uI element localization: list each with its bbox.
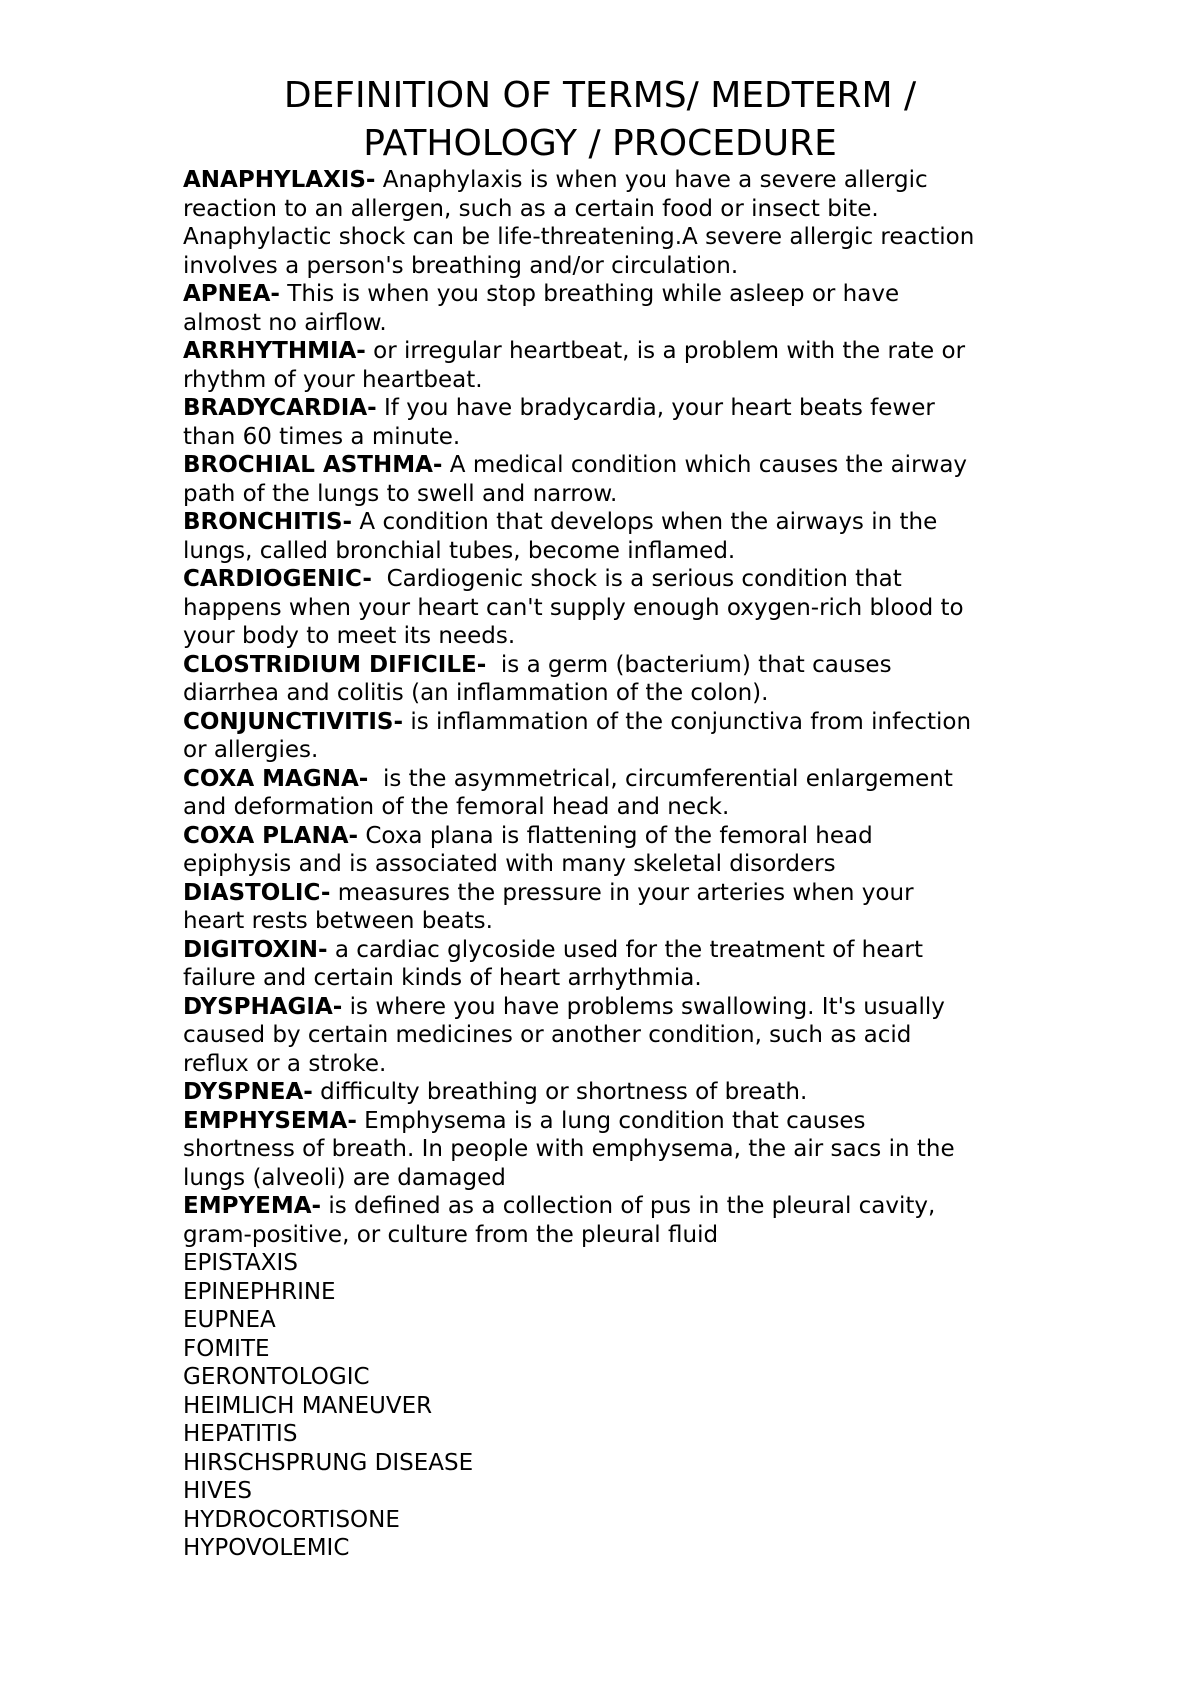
definition-line: [183, 1192, 1043, 1221]
definition-entry: [183, 166, 1043, 280]
term-label: BRADYCARDIA-: [183, 395, 377, 421]
definition-entry: [183, 651, 1043, 708]
definition-entry: [183, 394, 1043, 451]
term-item: HYDROCORTISONE: [183, 1506, 400, 1533]
term-label: DIGITOXIN-: [183, 936, 328, 963]
undefined-terms: [183, 1249, 1043, 1563]
definition-line: [183, 822, 1043, 851]
definition-text: is where you have problems swallowing. It's usually: [342, 993, 945, 1020]
definition-text: almost no airflow.: [183, 309, 387, 336]
term-item: HEIMLICH MANEUVER: [183, 1392, 433, 1419]
definition-text: Coxa plana is flattening of the femoral head: [358, 822, 873, 849]
definition-line: [183, 594, 1043, 623]
definition-text: is a germ (bacterium) that causes: [486, 651, 892, 678]
definition-line: [183, 309, 1043, 338]
definition-line: [183, 1107, 1043, 1136]
term-item: HIRSCHSPRUNG DISEASE: [183, 1449, 474, 1476]
definition-text: than 60 times a minute.: [183, 423, 461, 450]
definition-line: [183, 879, 1043, 908]
term-label: BROCHIAL ASTHMA-: [183, 452, 443, 478]
term-item: GERONTOLOGIC: [183, 1364, 370, 1390]
definition-entry: [183, 1078, 1043, 1107]
definition-entry: [183, 765, 1043, 822]
term-label: CARDIOGENIC-: [183, 566, 372, 592]
definition-text: a cardiac glycoside used for the treatment of heart: [327, 936, 923, 963]
definition-entry: [183, 1107, 1043, 1193]
term-label: CLOSTRIDIUM DIFICILE-: [183, 651, 487, 678]
term-item: EPISTAXIS: [183, 1250, 298, 1276]
definition-line: [183, 423, 1043, 452]
term-item: HEPATITIS: [183, 1421, 298, 1447]
definition-text: measures the pressure in your arteries when your: [330, 879, 914, 906]
definition-entry: [183, 451, 1043, 508]
definition-line: [183, 1078, 1043, 1107]
term-item: EUPNEA: [183, 1307, 276, 1333]
definition-entry: [183, 879, 1043, 936]
term-label: ANAPHYLAXIS-: [183, 167, 376, 193]
definition-text: heart rests between beats.: [183, 908, 493, 934]
title-line-1: DEFINITION OF TERMS/ MEDTERM /: [283, 75, 917, 116]
definition-line: [183, 1135, 1043, 1164]
term-label: APNEA-: [183, 281, 280, 307]
definition-entry: [183, 280, 1043, 337]
definition-line: [183, 252, 1043, 281]
definition-line: [183, 907, 1043, 936]
title-line-2: PATHOLOGY / PROCEDURE: [363, 123, 837, 164]
definition-entry: [183, 708, 1043, 765]
definition-text: your body to meet its needs.: [183, 623, 516, 649]
definition-text: failure and certain kinds of heart arrhythmia.: [183, 965, 702, 991]
definition-text: is defined as a collection of pus in the pleural cavity,: [321, 1193, 936, 1219]
definition-line: [183, 679, 1043, 708]
term-label: DYSPNEA-: [183, 1079, 313, 1105]
definition-text: Anaphylaxis is when you have a severe allergic: [375, 167, 928, 193]
definition-text: happens when your heart can't supply enough oxygen-rich blood to: [183, 594, 964, 621]
definition-line: [183, 366, 1043, 395]
definition-text: epiphysis and is associated with many skeletal disorders: [183, 851, 836, 877]
definition-line: [183, 993, 1043, 1022]
term-label: BRONCHITIS-: [183, 509, 353, 535]
definition-text: is inflammation of the conjunctiva from infection: [403, 708, 972, 735]
definition-line: [183, 1164, 1043, 1193]
definition-text: A condition that develops when the airways in the: [352, 509, 938, 535]
term-label: DIASTOLIC-: [183, 879, 331, 906]
definition-line: [183, 1050, 1043, 1079]
definition-text: lungs, called bronchial tubes, become inflamed.: [183, 537, 736, 564]
term-label: DYSPHAGIA-: [183, 993, 343, 1020]
term-label: ARRHYTHMIA-: [183, 338, 366, 364]
definition-entry: [183, 993, 1043, 1079]
definition-line: [183, 708, 1043, 737]
term-item: FOMITE: [183, 1335, 270, 1362]
definition-line: [183, 850, 1043, 879]
definition-text: diarrhea and colitis (an inflammation of the colon).: [183, 680, 769, 706]
definition-line: [183, 1021, 1043, 1050]
term-item: EPINEPHRINE: [183, 1278, 336, 1305]
term-label: EMPHYSEMA-: [183, 1107, 357, 1134]
definition-line: [183, 166, 1043, 195]
definition-line: [183, 223, 1043, 252]
definition-line: [183, 736, 1043, 765]
definition-entry: [183, 1192, 1043, 1249]
definition-text: is the asymmetrical, circumferential enlargement: [368, 765, 953, 792]
definition-line: [183, 622, 1043, 651]
definition-entry: [183, 337, 1043, 394]
definition-line: [183, 451, 1043, 480]
definition-text: difficulty breathing or shortness of breath.: [312, 1079, 808, 1105]
definition-text: reflux or a stroke.: [183, 1050, 387, 1077]
definition-line: [183, 280, 1043, 309]
definition-text: Anaphylactic shock can be life-threatening.A severe allergic reaction: [183, 224, 975, 250]
defined-terms: [183, 166, 1043, 1249]
definition-line: [183, 765, 1043, 794]
definition-text: lungs (alveoli) are damaged: [183, 1164, 506, 1191]
definition-text: involves a person's breathing and/or circulation.: [183, 252, 739, 279]
term-item: HIVES: [183, 1478, 252, 1504]
definitions-list: [183, 166, 1043, 1563]
definition-text: Emphysema is a lung condition that causes: [356, 1107, 866, 1134]
definition-text: or allergies.: [183, 737, 319, 763]
definition-line: [183, 565, 1043, 594]
document-title: [183, 72, 1017, 168]
definition-text: gram-positive, or culture from the pleural fluid: [183, 1221, 719, 1248]
term-label: COXA MAGNA-: [183, 765, 369, 792]
definition-text: caused by certain medicines or another condition, such as acid: [183, 1022, 912, 1048]
definition-line: [183, 793, 1043, 822]
definition-line: [183, 195, 1043, 224]
definition-line: [183, 508, 1043, 537]
definition-text: This is when you stop breathing while asleep or have: [279, 281, 900, 307]
term-label: EMPYEMA-: [183, 1193, 322, 1219]
definition-text: or irregular heartbeat, is a problem with the rate or: [365, 338, 966, 364]
definition-entry: [183, 508, 1043, 565]
definition-entry: [183, 936, 1043, 993]
term-label: CONJUNCTIVITIS-: [183, 708, 404, 735]
definition-line: [183, 337, 1043, 366]
definition-line: [183, 394, 1043, 423]
definition-line: [183, 480, 1043, 509]
definition-entry: [183, 822, 1043, 879]
definition-line: [183, 1221, 1043, 1250]
definition-entry: [183, 565, 1043, 651]
definition-text: A medical condition which causes the airway: [442, 452, 968, 478]
definition-line: [183, 537, 1043, 566]
definition-line: [183, 964, 1043, 993]
definition-line: [183, 651, 1043, 680]
term-label: COXA PLANA-: [183, 822, 359, 849]
definition-text: shortness of breath. In people with emphysema, the air sacs in the: [183, 1136, 955, 1162]
definition-text: reaction to an allergen, such as a certain food or insect bite.: [183, 195, 879, 222]
definition-text: Cardiogenic shock is a serious condition that: [371, 566, 902, 592]
definition-line: [183, 936, 1043, 965]
definition-text: and deformation of the femoral head and neck.: [183, 794, 730, 820]
definition-text: path of the lungs to swell and narrow.: [183, 480, 618, 507]
definition-text: If you have bradycardia, your heart beats fewer: [376, 395, 935, 421]
definition-text: rhythm of your heartbeat.: [183, 366, 483, 393]
term-item: HYPOVOLEMIC: [183, 1535, 350, 1561]
